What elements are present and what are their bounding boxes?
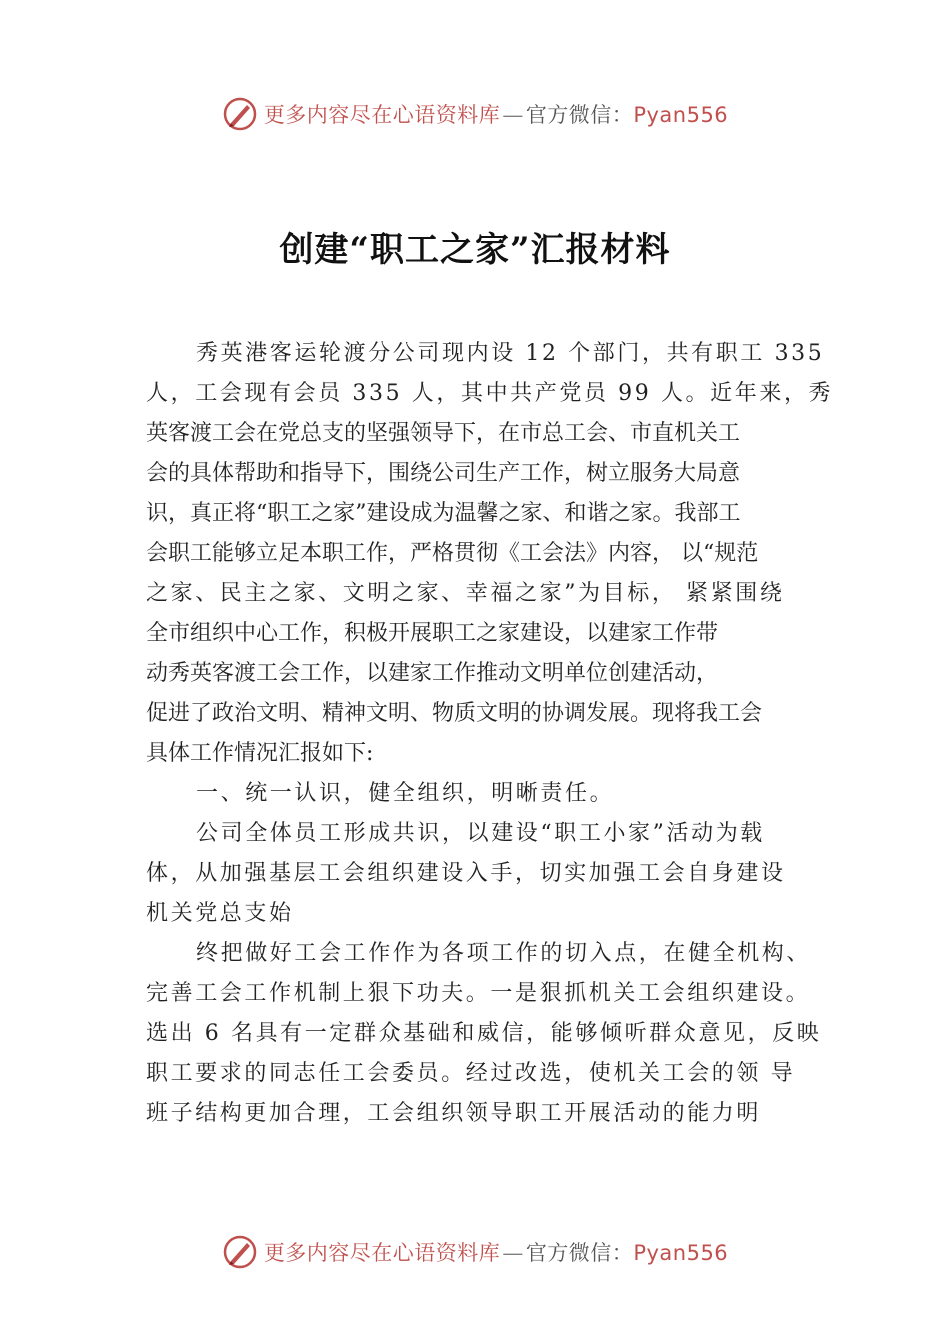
- header-banner-text: [264, 99, 728, 129]
- body-line: 班子结构更加合理，工会组织领导职工开展活动的能力明: [146, 1101, 762, 1126]
- body-line: 秀英港客运轮渡分公司现内设 12 个部门，共有职工 335: [196, 341, 825, 366]
- body-line: 促进了政治文明、精神文明、物质文明的协调发展。现将我工会: [146, 701, 763, 726]
- section-heading: 一、统一认识，健全组织，明晰责任。: [196, 781, 615, 806]
- header-banner: [0, 94, 950, 134]
- pen-logo-icon: [222, 1234, 258, 1270]
- body-line: 识，真正将“职工之家”建设成为温馨之家、和谐之家。我部工: [146, 501, 741, 526]
- banner-main-text: 更多内容尽在心语资料库: [263, 1241, 501, 1265]
- body-line: 人，工会现有会员 335 人，其中共产党员 99 人。近年来，秀: [146, 381, 834, 406]
- footer-banner: [0, 1232, 950, 1272]
- banner-dash: —: [502, 1241, 524, 1265]
- pen-logo-icon: [222, 96, 258, 132]
- body-line: 终把做好工会工作作为各项工作的切入点，在健全机构、: [196, 941, 812, 966]
- body-line: 完善工会工作机制上狠下功夫。一是狠抓机关工会组织建设。: [146, 981, 811, 1006]
- banner-wechat-id: Pyan556: [633, 103, 729, 127]
- body-line: 职工要求的同志任工会委员。经过改选，使机关工会的领 导: [146, 1061, 796, 1086]
- body-line: 体，从加强基层工会组织建设入手，切实加强工会自身建设: [146, 861, 786, 886]
- banner-official-label: 官方微信：: [525, 103, 634, 127]
- body-line: 之家、民主之家、文明之家、幸福之家”为目标， 紧紧围绕: [146, 581, 785, 606]
- body-line: 具体工作情况汇报如下:: [146, 741, 374, 766]
- body-line: 公司全体员工形成共识，以建设“职工小家”活动为载: [196, 821, 765, 846]
- footer-banner-text: [264, 1237, 728, 1267]
- body-line: 选出 6 名具有一定群众基础和威信，能够倾听群众意见，反映: [146, 1021, 822, 1046]
- banner-official-label: 官方微信：: [525, 1241, 634, 1265]
- body-line: 会的具体帮助和指导下，围绕公司生产工作，树立服务大局意: [146, 461, 741, 486]
- banner-main-text: 更多内容尽在心语资料库: [263, 103, 501, 127]
- body-line: 全市组织中心工作，积极开展职工之家建设，以建家工作带: [146, 621, 719, 646]
- banner-wechat-id: Pyan556: [633, 1241, 729, 1265]
- banner-dash: —: [502, 103, 524, 127]
- document-body: [146, 334, 836, 1134]
- document-title: 创建“职工之家”汇报材料: [279, 230, 671, 270]
- body-line: 机关党总支始: [146, 901, 294, 926]
- body-line: 会职工能够立足本职工作，严格贯彻《工会法》内容， 以“规范: [146, 541, 759, 566]
- body-line: 英客渡工会在党总支的坚强领导下，在市总工会、市直机关工: [146, 421, 741, 446]
- body-line: 动秀英客渡工会工作，以建家工作推动文明单位创建活动，: [146, 661, 719, 686]
